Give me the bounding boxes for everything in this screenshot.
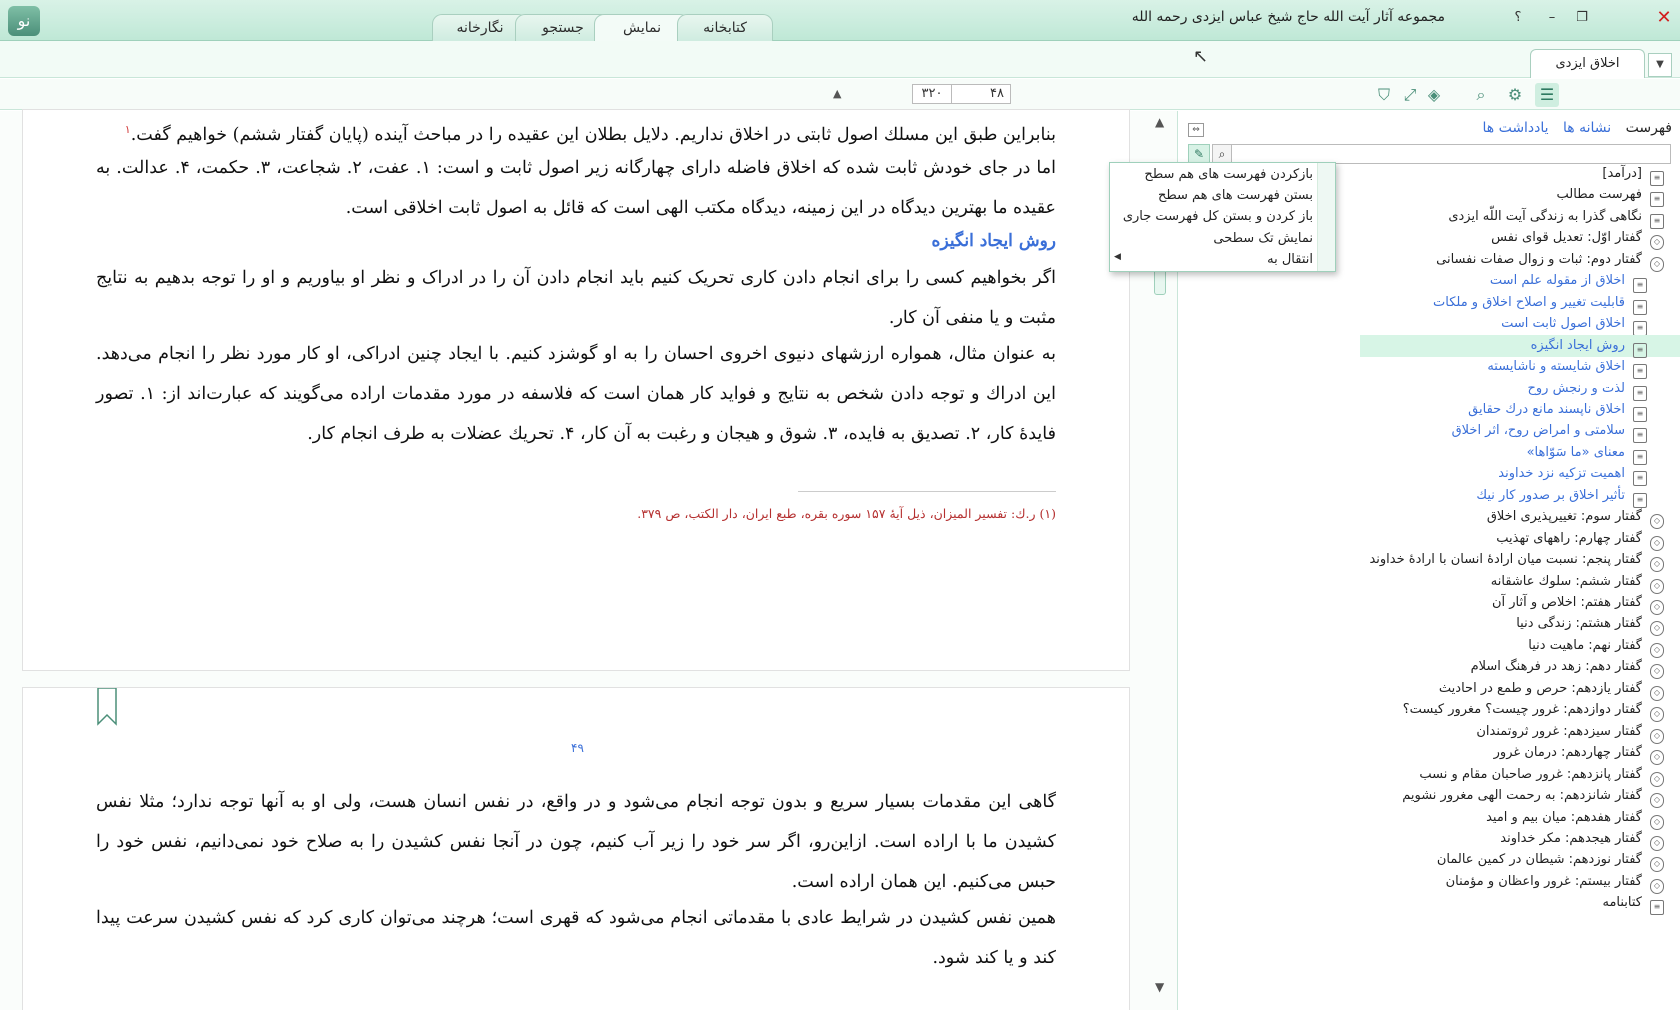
toc-item[interactable] (1516, 613, 1664, 635)
restore-icon: ❐ (1576, 10, 1588, 25)
tab-library[interactable]: کتابخانه (677, 14, 773, 41)
chapter-icon: ◇ (1650, 536, 1664, 551)
toc-subitem[interactable] (1498, 463, 1647, 485)
toc-item[interactable] (1436, 249, 1664, 271)
chapter-icon: ◇ (1650, 664, 1664, 679)
toc-item[interactable] (1437, 849, 1664, 871)
toc-label: اخلاق اصول ثابت است (1501, 316, 1625, 332)
toc-label: لذت و رنجش روح (1527, 380, 1625, 396)
page-icon: ≡ (1650, 900, 1664, 915)
paragraph: گاهی این مقدمات بسیار سریع و بدون توجه انجام می‌شود و در واقع، در نفس انسان هست، ولی او به آنها توجه ندارد؛ مثلا نفس کشیدن ما با اراده است. ازاین‌رو، اگر سر خود را زیر آب کنیم، چون در آنجا نفس کشیدن را به صلاح خود نمی‌دانیم، نفس خود را حبس می‌کنیم. این همان اراده است. (96, 792, 1056, 892)
document-tab[interactable]: اخلاق ایزدی (1530, 49, 1645, 78)
toc-label: گفتار هفدهم: میان بیم و امید (1486, 809, 1642, 825)
chapter-icon: ◇ (1650, 686, 1664, 701)
paragraph: همین نفس کشیدن در شرایط عادی با مقدماتی انجام می‌شود که قهری است؛ هرچند می‌توان کاری کرد که نفس کشیدن سرعت پیدا کند و یا کند شود. (96, 908, 1056, 968)
chevron-down-icon: ▼ (1656, 59, 1664, 70)
window-title: مجموعه آثار آیت الله حاج شیخ عباس ایزدی رحمه الله (1131, 9, 1445, 25)
toc-item[interactable] (1492, 592, 1664, 614)
toc-item[interactable] (1602, 892, 1664, 914)
mouse-cursor-icon: ↖ (1193, 46, 1209, 67)
toc-item[interactable] (1602, 163, 1664, 185)
reader-pane[interactable] (0, 111, 1178, 1010)
tools-icon[interactable]: ✎ (1188, 144, 1210, 164)
app-logo: نو (8, 6, 40, 36)
toc-item[interactable] (1528, 635, 1664, 657)
toc-subitem[interactable] (1476, 485, 1647, 507)
toc-item[interactable] (1487, 506, 1664, 528)
toc-label: گفتار نوزدهم: شیطان در کمین عالمان (1436, 852, 1642, 868)
chapter-icon: ◇ (1650, 879, 1664, 894)
toc-label: گفتار دوازدهم: غرور چیست؟ مغرور کیست؟ (1402, 702, 1642, 718)
search-icon[interactable]: ⌕ (1476, 85, 1486, 104)
scroll-down-icon[interactable]: ▼ (1155, 980, 1165, 994)
footnote: (۱) ر.ك: تفسیر المیزان، ذیل آیهٔ ۱۵۷ سوره بقره، طبع ایران، دار الکتب، ص ۳۷۹. (637, 506, 1056, 521)
page-icon: ≡ (1633, 450, 1647, 465)
total-pages-field: ۳۲۰ (912, 84, 952, 104)
toc-item[interactable] (1496, 528, 1664, 550)
toc-label: گفتار نهم: ماهیت دنیا (1528, 637, 1642, 653)
toc-label: نگاهی گذرا به زندگی آیت اللّه ایزدی (1448, 208, 1642, 224)
page-icon: ≡ (1633, 278, 1647, 293)
panel-toggle-icon[interactable]: ⇔ (1188, 123, 1204, 137)
toc-label: معنای «ما سَوّاها» (1526, 444, 1625, 460)
chapter-icon: ◇ (1650, 772, 1664, 787)
menu-item-toggle-all[interactable]: باز کردن و بستن کل فهرست جاری (1122, 209, 1313, 224)
tab-gallery[interactable]: نگارخانه (432, 14, 528, 41)
chapter-icon: ◇ (1650, 600, 1664, 615)
chapter-icon: ◇ (1650, 750, 1664, 765)
toc-subitem[interactable] (1527, 378, 1647, 400)
footnote-marker[interactable]: ۱ (124, 123, 131, 136)
close-icon: ✕ (1656, 7, 1672, 28)
page-icon: ≡ (1633, 471, 1647, 486)
page-number: ۴۹ (571, 741, 584, 755)
layers-icon[interactable]: ◈ (1427, 85, 1441, 104)
toc-label: گفتار پنجم: نسبت میان ارادهٔ انسان با ارادهٔ خداوند (1369, 552, 1642, 568)
toc-label: اخلاق شایسته و ناشایسته (1487, 359, 1625, 375)
document-tab-bar (0, 41, 1680, 78)
menu-item-single-level[interactable]: نمایش تک سطحی (1213, 231, 1313, 246)
paragraph: به عنوان مثال، همواره ارزشهای دنیوی اخروی احسان را به او گوشزد کنیم. با ایجاد چنین ادراکی، او کار مورد نظر را انجام می‌دهد. این ادراك و توجه دادن شخص به نتایج و فواید کار همان است که فلاسفه در مورد مقدمات اراده می‌گویند که عبارت‌اند از: ۱. تصور فایدهٔ کار، ۲. تصدیق به فایده، ۳. شوق و هیجان و رغبت به آن کار، ۴. تحریك عضلات به طرف انجام کار. (96, 344, 1056, 444)
chapter-icon: ◇ (1650, 857, 1664, 872)
page-icon: ≡ (1633, 300, 1647, 315)
bookmark-icon[interactable] (97, 688, 117, 726)
toc-item[interactable] (1476, 721, 1664, 743)
toc-label: گفتار چهارم: راههای تهذیب (1496, 530, 1642, 546)
toc-label: گفتار یازدهم: حرص و طمع در احادیث (1438, 680, 1642, 696)
section-heading: روش ایجاد انگیزه (931, 231, 1056, 251)
toc-item[interactable] (1403, 699, 1664, 721)
toc-item[interactable] (1446, 871, 1664, 893)
chapter-icon: ◇ (1650, 257, 1664, 272)
tab-view[interactable]: نمایش (594, 14, 690, 42)
toc-subitem[interactable] (1360, 335, 1680, 357)
toc-subitem[interactable] (1490, 270, 1647, 292)
title-bar (0, 0, 1680, 41)
chapter-icon: ◇ (1650, 815, 1664, 830)
toc-label: تأثیر اخلاق بر صدور کار نیك (1476, 487, 1625, 503)
page-icon: ≡ (1633, 407, 1647, 422)
toc-label: سلامتی و امراض روح، اثر اخلاق (1451, 423, 1625, 439)
toc-label: گفتار هیجدهم: مکر خداوند (1500, 830, 1642, 846)
tab-notes[interactable]: یادداشت ها (1482, 120, 1549, 136)
chevron-left-icon: ◀ (1114, 252, 1121, 262)
page-icon: ≡ (1633, 386, 1647, 401)
page-icon: ≡ (1633, 321, 1647, 336)
scroll-up-icon[interactable]: ▲ (1155, 115, 1165, 129)
document-dropdown-button[interactable] (1648, 53, 1672, 77)
footnote-divider (798, 491, 1056, 492)
toc-label: گفتار چهاردهم: درمان غرور (1493, 745, 1642, 761)
toc-search-input[interactable] (1213, 144, 1671, 164)
chapter-icon: ◇ (1650, 514, 1664, 529)
toc-item[interactable] (1500, 828, 1664, 850)
menu-gutter (1317, 163, 1335, 271)
tab-search[interactable]: جستجو (515, 14, 611, 41)
chapter-icon: ◇ (1650, 643, 1664, 658)
page-icon: ≡ (1633, 493, 1647, 508)
chapter-icon: ◇ (1650, 579, 1664, 594)
toc-label: گفتار ششم: سلوك عاشقانه (1490, 573, 1642, 589)
chapter-icon: ◇ (1650, 621, 1664, 636)
toc-label: گفتار هشتم: زندگی دنیا (1516, 616, 1642, 632)
expand-icon[interactable]: ⤢ (1403, 85, 1417, 104)
toc-subitem[interactable] (1468, 399, 1647, 421)
chapter-icon: ◇ (1650, 729, 1664, 744)
gear-icon[interactable]: ⚙ (1507, 85, 1523, 104)
context-menu (1109, 162, 1336, 272)
toc-label: قابلیت تغییر و اصلاح اخلاق و ملکات (1433, 294, 1625, 310)
chapter-icon: ◇ (1650, 707, 1664, 722)
paragraph: اگر بخواهیم کسی را برای انجام دادن کاری تحریک کنیم باید انجام دادن آن را در ادراک و نظر او بیاوریم و او را توجه بدهیم به نتایج مثبت و یا منفی آن کار. (96, 268, 1056, 328)
toc-item[interactable] (1448, 206, 1664, 228)
sidebar-tabs (1472, 120, 1672, 136)
restore-button[interactable] (1572, 8, 1592, 28)
bookmark-icon[interactable]: ⛉ (1377, 85, 1390, 104)
minimize-icon: – (1548, 10, 1556, 25)
toc-label: اخلاق ناپسند مانع درك حقایق (1468, 401, 1625, 417)
chapter-icon: ◇ (1650, 235, 1664, 250)
paragraph: بنابراین طبق این مسلك اصول ثابتی در اخلاق نداریم. دلایل بطلان این عقیده را در مباحث آینده (پایان گفتار ششم) خواهیم گفت.$^۱$ (124, 123, 1056, 145)
book-page (22, 109, 1130, 671)
tab-bookmarks[interactable]: نشانه ها (1563, 120, 1612, 136)
help-button[interactable] (1508, 8, 1528, 28)
toc-label: گفتار شانزدهم: به رحمت الهی مغرور نشویم (1402, 788, 1642, 804)
toolbar (0, 79, 1680, 110)
toc-item[interactable] (1491, 571, 1664, 593)
toc-subitem[interactable] (1452, 420, 1647, 442)
toc-label: گفتار هفتم: اخلاص و آثار آن (1491, 595, 1642, 610)
page-icon: ≡ (1650, 171, 1664, 186)
page-icon: ≡ (1633, 343, 1647, 358)
menu-item-collapse-siblings[interactable]: بستن فهرست های هم سطح (1157, 188, 1313, 203)
toc-item[interactable] (1369, 549, 1664, 571)
book-page (22, 687, 1130, 1010)
toc-label: گفتار اوّل: تعدیل قوای نفس (1491, 230, 1642, 246)
search-icon[interactable]: ⌕ (1212, 144, 1232, 164)
close-button[interactable] (1654, 8, 1674, 28)
toc-label: گفتار پانزدهم: غرور صاحبان مقام و نسب (1419, 766, 1642, 782)
chapter-icon: ◇ (1650, 836, 1664, 851)
page-icon: ≡ (1633, 364, 1647, 379)
toc-subitem[interactable] (1487, 356, 1647, 378)
toc-item[interactable] (1471, 656, 1664, 678)
chapter-icon: ◇ (1650, 793, 1664, 808)
toc-label: اخلاق از مقوله علم است (1489, 273, 1625, 289)
minimize-button[interactable] (1542, 8, 1562, 28)
tab-toc[interactable]: فهرست (1625, 120, 1672, 136)
toc-label: اهمیت تزکیه نزد خداوند (1498, 466, 1625, 482)
toc-label: گفتار سیزدهم: غرور ثروتمندان (1476, 723, 1642, 739)
toc-subitem[interactable] (1527, 442, 1647, 464)
toc-label: فهرست مطالب (1556, 187, 1642, 203)
toc-subitem[interactable] (1501, 313, 1647, 335)
toc-item[interactable] (1419, 764, 1664, 786)
paragraph: اما در جای خودش ثابت شده که اخلاق فاضله دارای چهارگانه زیر اصول ثابت و است: ۱. عفت، ۲. شجاعت، ۳. حکمت، ۴. عدالت. به عقیده ما بهترین دیدگاه در این زمینه، دیدگاه مکتب الهی است که قائل به اصول ثابت اخلاقی است. (96, 158, 1056, 218)
toc-item[interactable] (1491, 227, 1664, 249)
toc-label: گفتار سوم: تغییرپذیری اخلاق (1486, 509, 1642, 525)
toc-label: [درآمد] (1602, 166, 1642, 181)
toc-label: روش ایجاد انگیزه (1530, 337, 1625, 353)
toc-item[interactable] (1557, 184, 1664, 206)
toc-subitem[interactable] (1433, 292, 1647, 314)
page-icon: ≡ (1650, 192, 1664, 207)
toc-item[interactable] (1402, 785, 1664, 807)
chapter-icon: ◇ (1650, 557, 1664, 572)
toc-label: کتابنامه (1602, 895, 1642, 911)
page-icon: ≡ (1650, 214, 1664, 229)
toc-item[interactable] (1494, 742, 1664, 764)
menu-item-move-to[interactable]: انتقال به (1267, 252, 1313, 267)
help-icon: ؟ (1514, 10, 1522, 25)
previous-page-button[interactable]: ▲ (833, 87, 842, 100)
page-icon: ≡ (1633, 428, 1647, 443)
menu-item-expand-siblings[interactable]: بازکردن فهرست های هم سطح (1144, 167, 1313, 182)
toc-label: گفتار دهم: زهد در فرهنگ اسلام (1470, 659, 1642, 675)
toc-item[interactable] (1439, 678, 1664, 700)
page-number-input[interactable]: ۴۸ (951, 84, 1011, 104)
toc-label: گفتار بیستم: غرور واعظان و مؤمنان (1445, 873, 1642, 889)
list-icon[interactable]: ☰ (1535, 83, 1559, 107)
toc-item[interactable] (1486, 807, 1664, 829)
toc-label: گفتار دوم: ثبات و زوال صفات نفسانی (1436, 251, 1642, 267)
